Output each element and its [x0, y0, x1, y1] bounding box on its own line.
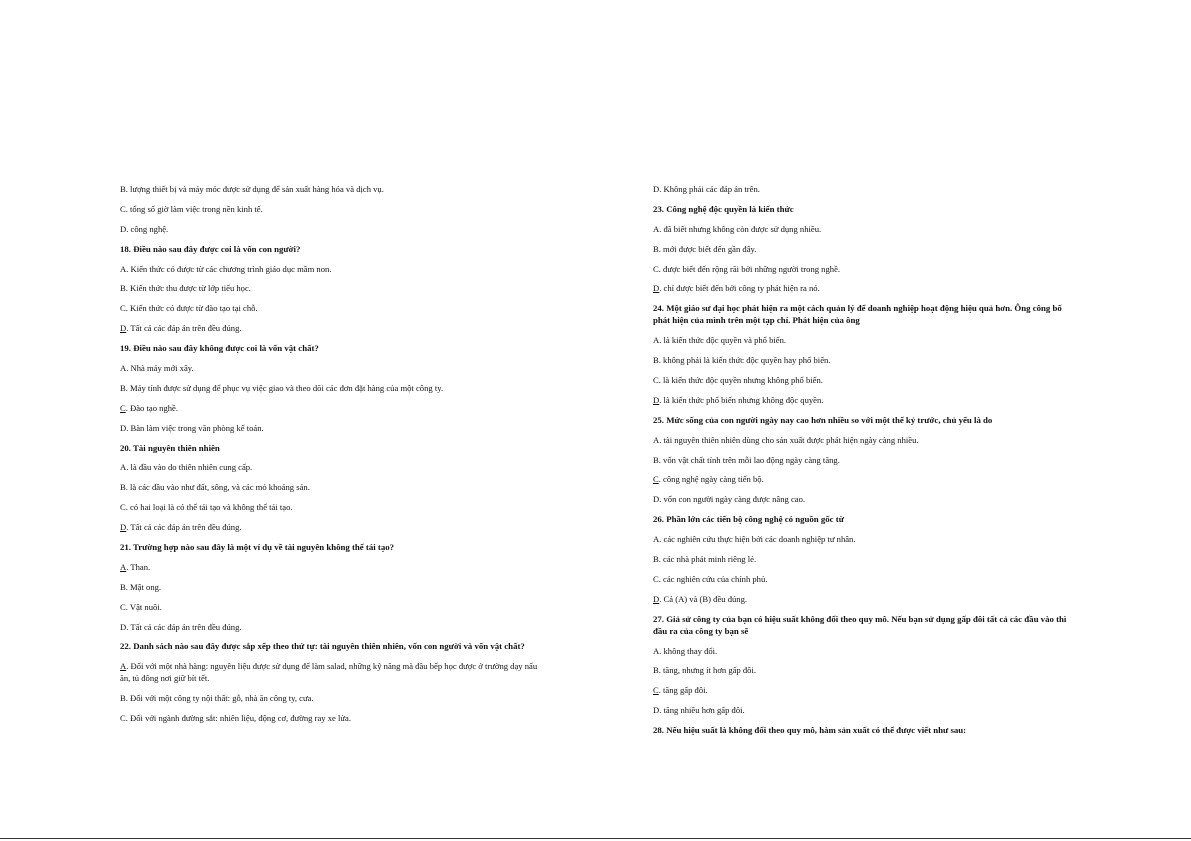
question-heading: 23. Công nghệ độc quyền là kiến thức [653, 203, 794, 214]
answer-option [653, 394, 1073, 406]
bottom-divider [0, 838, 1191, 839]
answer-option [653, 593, 1073, 605]
answer-text: . Đối với một nhà hàng: nguyên liệu được sử dụng để làm salad, những kỹ năng mà đầu bếp học được ở trường dạy nấu ăn, tủ đông nơi giữ bít tết. [120, 661, 538, 684]
right-column [653, 183, 1073, 744]
answer-text: . công nghệ ngày càng tiến bộ. [658, 474, 764, 485]
answer-option: C. tổng số giờ làm việc trong nền kinh tế. [120, 203, 263, 214]
answer-option: A. không thay đổi. [653, 645, 718, 656]
answer-text: . Tất cả các đáp án trên đều đúng. [126, 323, 242, 334]
question-heading: 25. Mức sống của con người ngày nay cao hơn nhiều so với một thế kỷ trước, chủ yếu là do [653, 414, 993, 425]
answer-option: A. các nghiên cứu thực hiện bởi các doanh nghiệp tư nhân. [653, 534, 856, 545]
answer-option: B. mới được biết đến gần đây. [653, 243, 757, 254]
correct-answer-letter: D [653, 283, 660, 294]
answer-option [120, 402, 540, 414]
answer-option: D. Không phải các đáp án trên. [653, 184, 760, 194]
answer-text: . Đào tạo nghề. [125, 402, 178, 413]
answer-option: C. được biết đến rộng rãi bởi những người trong nghề. [653, 263, 841, 274]
correct-answer-letter: D [120, 522, 127, 533]
answer-option: B. Đối với một công ty nội thất: gỗ, nhà ăn công ty, cưa. [120, 693, 314, 704]
answer-option: D. vốn con người ngày càng được nâng cao. [653, 494, 806, 505]
question-heading: 26. Phần lớn các tiến bộ công nghệ có nguồn gốc từ [653, 514, 844, 525]
answer-option: B. tăng, nhưng ít hơn gấp đôi. [653, 665, 757, 676]
answer-option: C. có hai loại là có thể tái tạo và không thể tái tạo. [120, 502, 293, 513]
answer-option: A. đã biết nhưng không còn được sử dụng nhiều. [653, 223, 822, 234]
answer-option: B. không phải là kiến thức độc quyền hay phổ biến. [653, 355, 831, 366]
correct-answer-letter: A [120, 561, 127, 572]
correct-answer-letter: C [653, 685, 659, 696]
answer-option: C. Đối với ngành đường sắt: nhiên liệu, động cơ, đường ray xe lửa. [120, 713, 351, 724]
answer-option: D. công nghệ. [120, 223, 169, 234]
question-heading: 24. Một giáo sư đại học phát hiện ra một cách quản lý để doanh nghiệp hoạt động hiệu quả hơn. Ông công bố phát hiện của mình trên một tạp chí. Phát hiện của ông [653, 303, 1062, 326]
answer-option [653, 473, 1073, 485]
answer-option: A. là đầu vào do thiên nhiên cung cấp. [120, 462, 253, 473]
question-heading: 22. Danh sách nào sau đây được sắp xếp theo thứ tự: tài nguyên thiên nhiên, vốn con người và vốn vật chất? [120, 641, 525, 652]
answer-option: D. Bàn làm việc trong văn phòng kế toán. [120, 422, 264, 433]
answer-option: A. Nhà máy mới xây. [120, 363, 194, 374]
answer-text: . Than. [126, 561, 151, 572]
answer-option: C. là kiến thức độc quyền nhưng không phổ biến. [653, 375, 823, 386]
correct-answer-letter: D [120, 323, 127, 334]
answer-option: D. tăng nhiều hơn gấp đôi. [653, 705, 745, 716]
answer-option [653, 282, 1073, 294]
answer-option: A. là kiến thức độc quyền và phổ biến. [653, 335, 787, 346]
answer-option [120, 521, 540, 533]
answer-option: B. vốn vật chất tính trên mỗi lao động ngày càng tăng. [653, 454, 840, 465]
correct-answer-letter: D [653, 394, 660, 405]
left-column [120, 183, 540, 732]
answer-option: B. Mật ong. [120, 581, 162, 592]
answer-option: D. Tất cả các đáp án trên đều đúng. [120, 621, 242, 632]
answer-option: C. Kiến thức có được từ đào tạo tại chỗ. [120, 303, 258, 314]
answer-option: B. là các đầu vào như đất, sông, và các mỏ khoáng sản. [120, 482, 310, 493]
answer-option: B. Kiến thức thu được từ lớp tiểu học. [120, 283, 251, 294]
answer-option: B. lượng thiết bị và máy móc được sử dụng để sản xuất hàng hóa và dịch vụ. [120, 184, 384, 194]
answer-text: . tăng gấp đôi. [658, 685, 708, 696]
answer-option: A. Kiến thức có được từ các chương trình giáo dục mầm non. [120, 263, 332, 274]
answer-option: C. Vật nuôi. [120, 601, 162, 612]
correct-answer-letter: A [120, 661, 127, 672]
answer-option [120, 660, 540, 684]
answer-text: . Tất cả các đáp án trên đều đúng. [126, 522, 242, 533]
answer-text: . là kiến thức phổ biến nhưng không độc quyền. [659, 394, 824, 405]
question-heading: 21. Trường hợp nào sau đây là một ví dụ về tài nguyên không thể tái tạo? [120, 542, 395, 553]
correct-answer-letter: D [653, 593, 660, 604]
answer-text: . Cả (A) và (B) đều đúng. [659, 593, 748, 604]
answer-option [120, 561, 540, 573]
answer-option: B. các nhà phát minh riêng lẻ. [653, 554, 757, 565]
question-heading: 28. Nếu hiệu suất là không đổi theo quy mô, hàm sản xuất có thể được viết như sau: [653, 725, 967, 736]
answer-option: A. tài nguyên thiên nhiên dùng cho sản xuất được phát hiện ngày càng nhiều. [653, 434, 919, 445]
question-heading: 18. Điều nào sau đây được coi là vốn con người? [120, 243, 301, 254]
question-heading: 27. Giả sử công ty của bạn có hiệu suất không đổi theo quy mô. Nếu bạn sử dụng gấp đôi tất cả các đầu vào thì đầu ra của công ty bạn sẽ [653, 613, 1067, 636]
answer-option [120, 322, 540, 334]
correct-answer-letter: C [653, 474, 659, 485]
answer-text: . chỉ được biết đến bởi công ty phát hiện ra nó. [659, 283, 820, 294]
question-heading: 19. Điều nào sau đây không được coi là vốn vật chất? [120, 343, 319, 354]
correct-answer-letter: C [120, 402, 126, 413]
answer-option: B. Máy tính được sử dụng để phục vụ việc giao và theo dõi các đơn đặt hàng của một công ty. [120, 382, 444, 393]
question-heading: 20. Tài nguyên thiên nhiên [120, 442, 220, 453]
answer-option [653, 684, 1073, 696]
answer-option: C. các nghiên cứu của chính phủ. [653, 573, 768, 584]
